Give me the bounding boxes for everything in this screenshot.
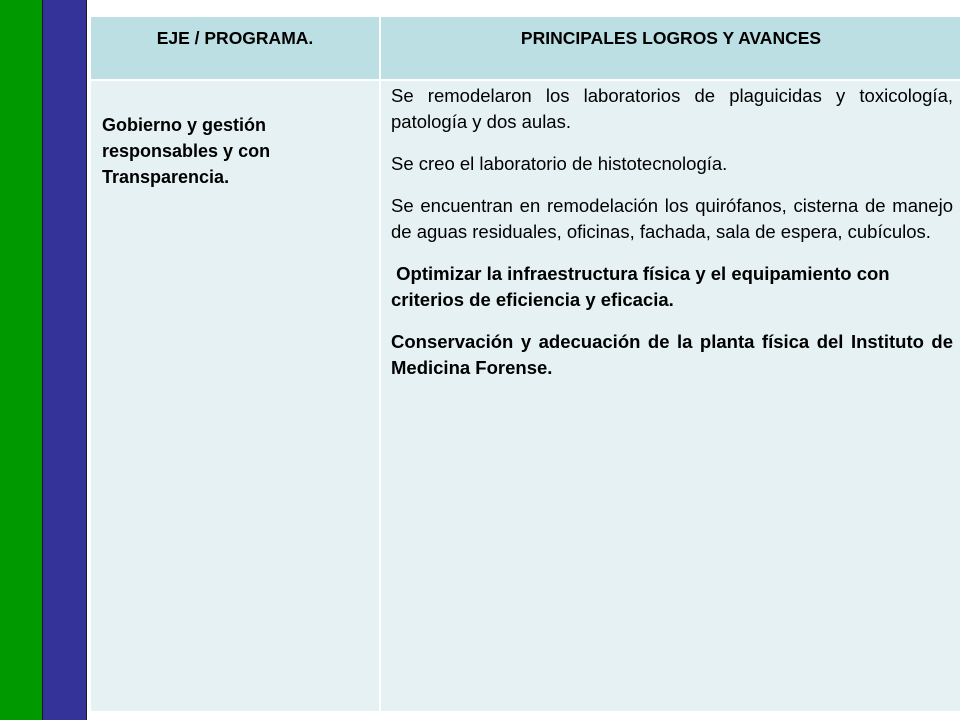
green-side-bar xyxy=(0,0,42,720)
objective-paragraph: Optimizar la infraestructura física y el equipamiento con criterios de eficiencia y eficacia. xyxy=(391,263,895,310)
achievement-paragraph: Se creo el laboratorio de histotecnología. xyxy=(391,153,728,174)
header-cell-achievements xyxy=(380,16,960,80)
achievement-paragraph: Se encuentran en remodelación los quirófanos, cisterna de manejo de aguas residuales, oficinas, fachada, sala de espera, cubículos. xyxy=(391,195,953,242)
achievements-cell xyxy=(380,80,960,712)
achievements-table xyxy=(89,15,960,713)
blue-side-bar xyxy=(42,0,87,720)
program-cell xyxy=(90,80,380,712)
objective-paragraph: Conservación y adecuación de la planta física del Instituto de Medicina Forense. xyxy=(391,331,953,378)
header-label-program: EJE / PROGRAMA. xyxy=(156,28,314,48)
header-cell-program xyxy=(90,16,380,80)
program-name: Gobierno y gestión responsables y con Transparencia. xyxy=(102,115,271,187)
achievements-list xyxy=(381,81,960,381)
table-header-row xyxy=(90,16,960,80)
achievement-paragraph: Se remodelaron los laboratorios de plaguicidas y toxicología, patología y dos aulas. xyxy=(391,85,953,132)
header-label-achievements: PRINCIPALES LOGROS Y AVANCES xyxy=(520,28,822,48)
achievements-table-container xyxy=(88,14,960,720)
table-row xyxy=(90,80,960,712)
